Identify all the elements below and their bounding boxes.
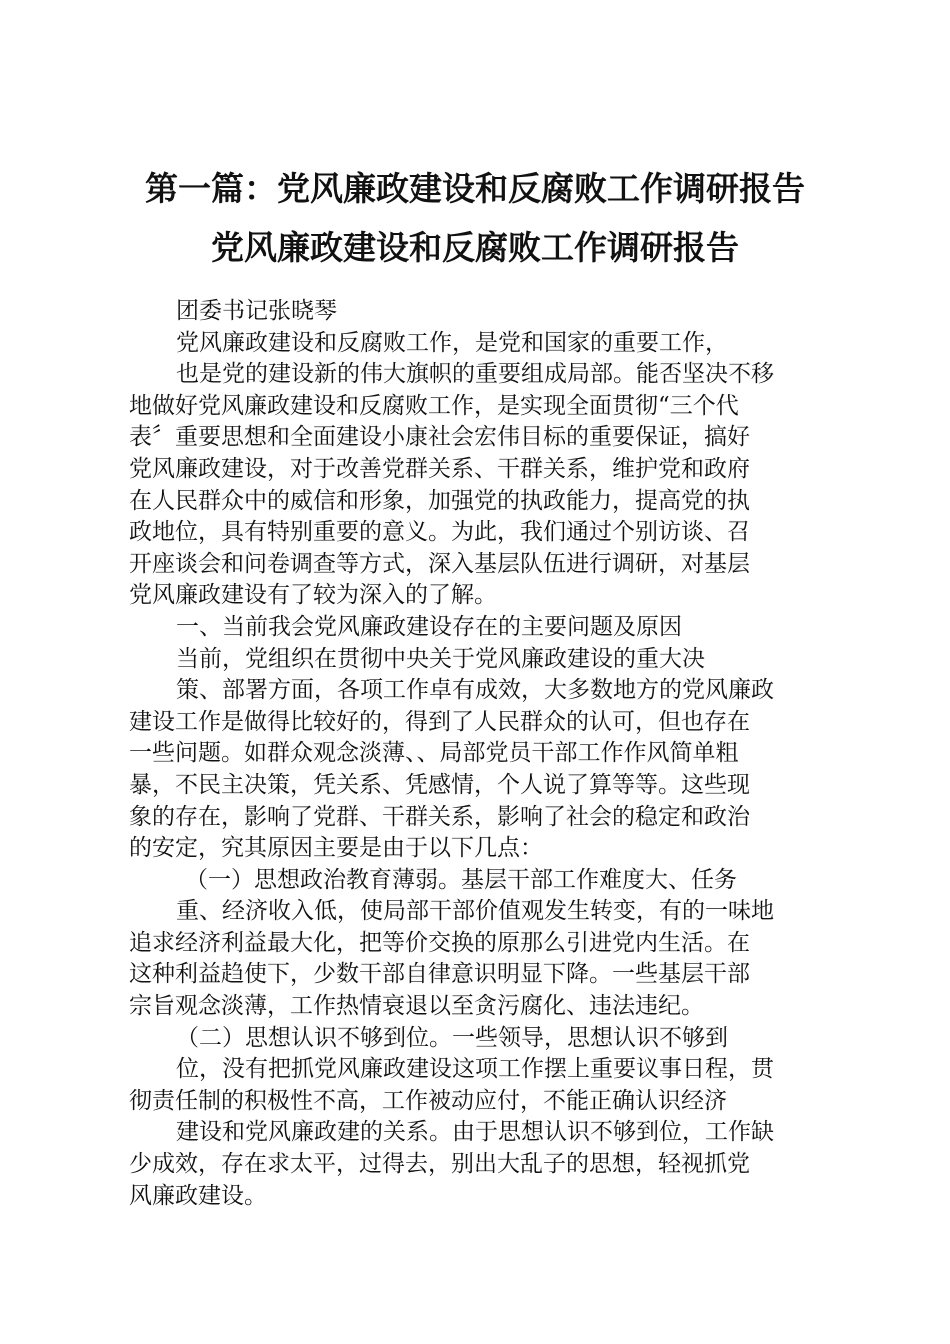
paragraph-line: 象的存在，影响了党群、干群关系，影响了社会的稳定和政治 [129,803,750,830]
paragraph-line: 也是党的建设新的伟大旗帜的重要组成局部。能否坚决不移 [176,361,774,388]
paragraph-line: 地做好党风廉政建设和反腐败工作，是实现全面贯彻“三个代 [129,392,739,419]
paragraph-line: 一些问题。如群众观念淡薄、、局部党员干部工作作风简单粗 [129,740,739,767]
paragraph-line: 表〞重要思想和全面建设小康社会宏伟目标的重要保证，搞好 [129,424,750,451]
paragraph-line: 开座谈会和问卷调查等方式，深入基层队伍进行调研，对基层 [129,550,750,577]
paragraph-line: 这种利益趋使下，少数干部自律意识明显下降。一些基层干部 [129,961,750,988]
paragraph-line: 党风廉政建设有了较为深入的了解。 [129,582,497,609]
paragraph-line: 宗旨观念淡薄，工作热情衰退以至贪污腐化、违法违纪。 [129,993,704,1020]
paragraph-line: 的安定，究其原因主要是由于以下几点： [129,835,543,862]
paragraph-line: 政地位，具有特别重要的意义。为此，我们通过个别访谈、召 [129,519,750,546]
document-body [129,296,834,1212]
paragraph-line: 策、部署方面，各项工作卓有成效，大多数地方的党风廉政 [176,677,774,704]
paragraph-line: 建设和党风廉政建的关系。由于思想认识不够到位，工作缺 [176,1119,774,1146]
paragraph-line: 当前，党组织在贯彻中央关于党风廉政建设的重大决 [176,645,705,672]
paragraph-line: 在人民群众中的威信和形象，加强党的执政能力，提高党的执 [129,487,750,514]
paragraph-line: 少成效，存在求太平，过得去，别出大乱子的思想，轻视抓党 [129,1151,750,1178]
author-line: 团委书记张晓琴 [176,298,337,324]
paragraph-line: 追求经济利益最大化，把等价交换的原那么引进党内生活。在 [129,929,750,956]
paragraph-line: 重、经济收入低，使局部干部价值观发生转变，有的一味地 [176,898,774,925]
paragraph-line: 党风廉政建设，对于改善党群关系、干群关系，维护党和政府 [129,455,750,482]
document-subtitle: 党风廉政建设和反腐败工作调研报告 [211,228,739,267]
paragraph-line: 党风廉政建设和反腐败工作，是党和国家的重要工作， [176,329,728,356]
subsection-heading: （二）思想认识不够到位。一些领导，思想认识不够到 [176,1024,728,1051]
paragraph-line: 位，没有把抓党风廉政建设这项工作摆上重要议事日程，贯 [176,1056,774,1083]
paragraph-line: 彻责任制的积极性不高，工作被动应付，不能正确认识经济 [129,1087,727,1114]
subsection-heading: （一）思想政治教育薄弱。基层干部工作难度大、任务 [185,866,737,893]
paragraph-line: 暴，不民主决策，凭关系、凭感情，个人说了算等等。这些现 [129,771,750,798]
document-title: 第一篇：党风廉政建设和反腐败工作调研报告 [145,169,805,208]
paragraph-line: 风廉政建设。 [129,1182,267,1209]
section-heading: 一、当前我会党风廉政建设存在的主要问题及原因 [176,613,682,640]
paragraph-line: 建设工作是做得比较好的，得到了人民群众的认可，但也存在 [129,708,750,735]
